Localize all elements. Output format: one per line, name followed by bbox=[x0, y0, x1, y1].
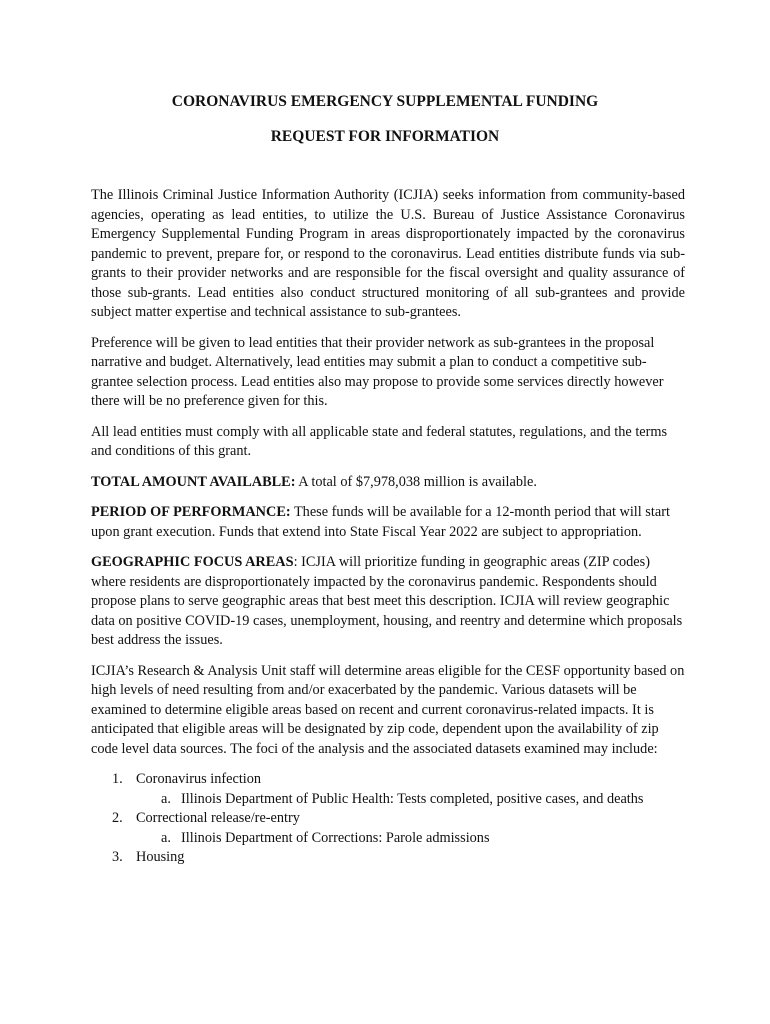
geographic-text: : ICJIA will prioritize funding in geographic areas (ZIP codes) where residents are disproportionately impacted by the coronavirus pandemic. Respondents should propose plans to serve geographic areas that best meet this description. ICJIA will review geographic data on positive COVID-19 cases, unemployment, housing, and reentry and determine which proposals best address the issues. bbox=[91, 554, 683, 648]
period-label: PERIOD OF PERFORMANCE: bbox=[91, 504, 291, 520]
list-item-number: 2. bbox=[112, 810, 123, 826]
list-item-number: 3. bbox=[112, 849, 123, 865]
period-text: These funds will be available for a 12-month period that will start upon grant execution. Funds that extend into State Fiscal Year 2022 are subject to appropriation. bbox=[91, 504, 670, 540]
document-title-line1: CORONAVIRUS EMERGENCY SUPPLEMENTAL FUNDING bbox=[171, 93, 599, 110]
list-item-label: Housing bbox=[136, 849, 185, 865]
sub-list bbox=[136, 829, 685, 849]
foci-list bbox=[91, 770, 685, 868]
list-item bbox=[112, 848, 685, 868]
list-item-label: Correctional release/re-entry bbox=[136, 810, 300, 826]
preference-paragraph: Preference will be given to lead entities that their provider network as sub-grantees in the proposal narrative and budget. Alternatively, lead entities may submit a plan to conduct a competitive sub-grantee selection process. Lead entities also may propose to provide some services directly however there will be no preference given for this. bbox=[91, 334, 664, 409]
geographic-label: GEOGRAPHIC FOCUS AREAS bbox=[91, 554, 294, 570]
total-amount-text: A total of $7,978,038 million is available. bbox=[295, 473, 537, 490]
sub-list-item bbox=[161, 790, 685, 810]
list-item bbox=[112, 770, 685, 809]
sub-list-item-text: Illinois Department of Public Health: Tests completed, positive cases, and deaths bbox=[181, 790, 644, 807]
document-body bbox=[91, 186, 685, 868]
list-item bbox=[112, 809, 685, 848]
sub-list-item-letter: a. bbox=[161, 829, 171, 846]
compliance-paragraph: All lead entities must comply with all applicable state and federal statutes, regulations, and the terms and conditions of this grant. bbox=[91, 423, 668, 459]
research-paragraph: ICJIA’s Research & Analysis Unit staff will determine areas eligible for the CESF opportunity based on high levels of need resulting from and/or exacerbated by the pandemic. Various datasets will be examined to determine eligible areas based on recent and current coronavirus-related impacts. It is anticipated that eligible areas will be designated by zip code, dependent upon the availability of zip code level data sources. The foci of the analysis and the associated datasets examined may include: bbox=[91, 662, 685, 757]
list-item-number: 1. bbox=[112, 771, 123, 787]
list-item-label: Coronavirus infection bbox=[136, 771, 262, 787]
sub-list-item bbox=[161, 829, 685, 849]
document-title-line2: REQUEST FOR INFORMATION bbox=[270, 128, 500, 145]
sub-list-item-text: Illinois Department of Corrections: Parole admissions bbox=[181, 829, 490, 846]
intro-paragraph: The Illinois Criminal Justice Information Authority (ICJIA) seeks information from community-based agencies, operating as lead entities, to utilize the U.S. Bureau of Justice Assistance Coronavirus Emergency Supplemental Funding Program in areas disproportionately impacted by the coronavirus pandemic to prevent, prepare for, or respond to the coronavirus. Lead entities distribute funds via sub-grants to their provider networks and are responsible for the fiscal oversight and quality assurance of those sub-grants. Lead entities also conduct structured monitoring of all sub-grantees and provide subject matter expertise and technical assistance to sub-grantees. bbox=[91, 187, 685, 320]
sub-list bbox=[136, 790, 685, 810]
total-amount-label: TOTAL AMOUNT AVAILABLE: bbox=[91, 473, 296, 490]
period-paragraph bbox=[91, 503, 685, 542]
total-amount-paragraph bbox=[91, 473, 685, 493]
geographic-paragraph bbox=[91, 553, 685, 651]
sub-list-item-letter: a. bbox=[161, 790, 171, 807]
